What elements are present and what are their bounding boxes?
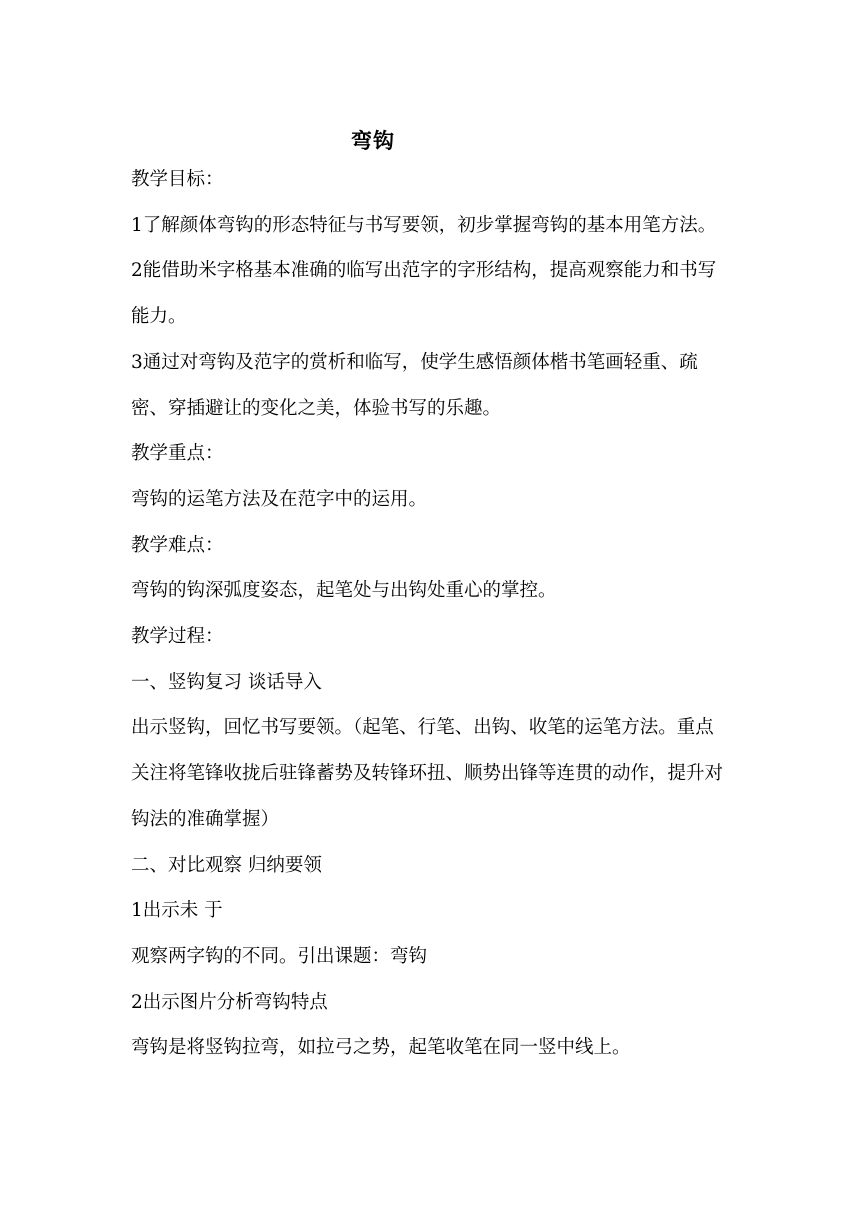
objective-3: 3通过对弯钩及范字的赏析和临写，使学生感悟颜体楷书笔画轻重、疏密、穿插避让的变化之美，体验书写的乐趣。 [131,351,698,419]
heading-teaching-objectives: 教学目标： [131,169,224,190]
process-step-2-item-1-text: 观察两字钩的不同。引出课题：弯钩 [131,945,428,967]
process-step-1-heading: 一、竖钩复习 谈话导入 [131,671,322,693]
document-body [131,157,731,1071]
process-step-2-heading: 二、对比观察 归纳要领 [131,854,322,876]
heading-key-points: 教学重点： [131,443,224,465]
process-step-2-item-2-text: 弯钩是将竖钩拉弯，如拉弓之势，起笔收笔在同一竖中线上。 [131,1037,631,1059]
difficulties-text: 弯钩的钩深弧度姿态，起笔处与出钩处重心的掌控。 [131,580,557,602]
key-points-text: 弯钩的运笔方法及在范字中的运用。 [131,488,428,510]
objective-2: 2能借助米字格基本准确的临写出范字的字形结构，提高观察能力和书写能力。 [131,260,717,328]
heading-difficulties: 教学难点： [131,534,224,556]
process-step-2-item-1: 1出示未 于 [131,900,223,922]
document-title: 弯钩 [351,129,395,154]
process-step-1-text: 出示竖钩，回忆书写要领。（起笔、行笔、出钩、收笔的运笔方法。重点关注将笔锋收拢后驻锋蓄势及转锋环扭、顺势出锋等连贯的动作，提升对钩法的准确掌握） [131,717,724,830]
objective-1: 1了解颜体弯钩的形态特征与书写要领，初步掌握弯钩的基本用笔方法。 [131,214,717,236]
process-step-2-item-2: 2出示图片分析弯钩特点 [131,991,328,1013]
heading-teaching-process: 教学过程： [131,626,224,648]
